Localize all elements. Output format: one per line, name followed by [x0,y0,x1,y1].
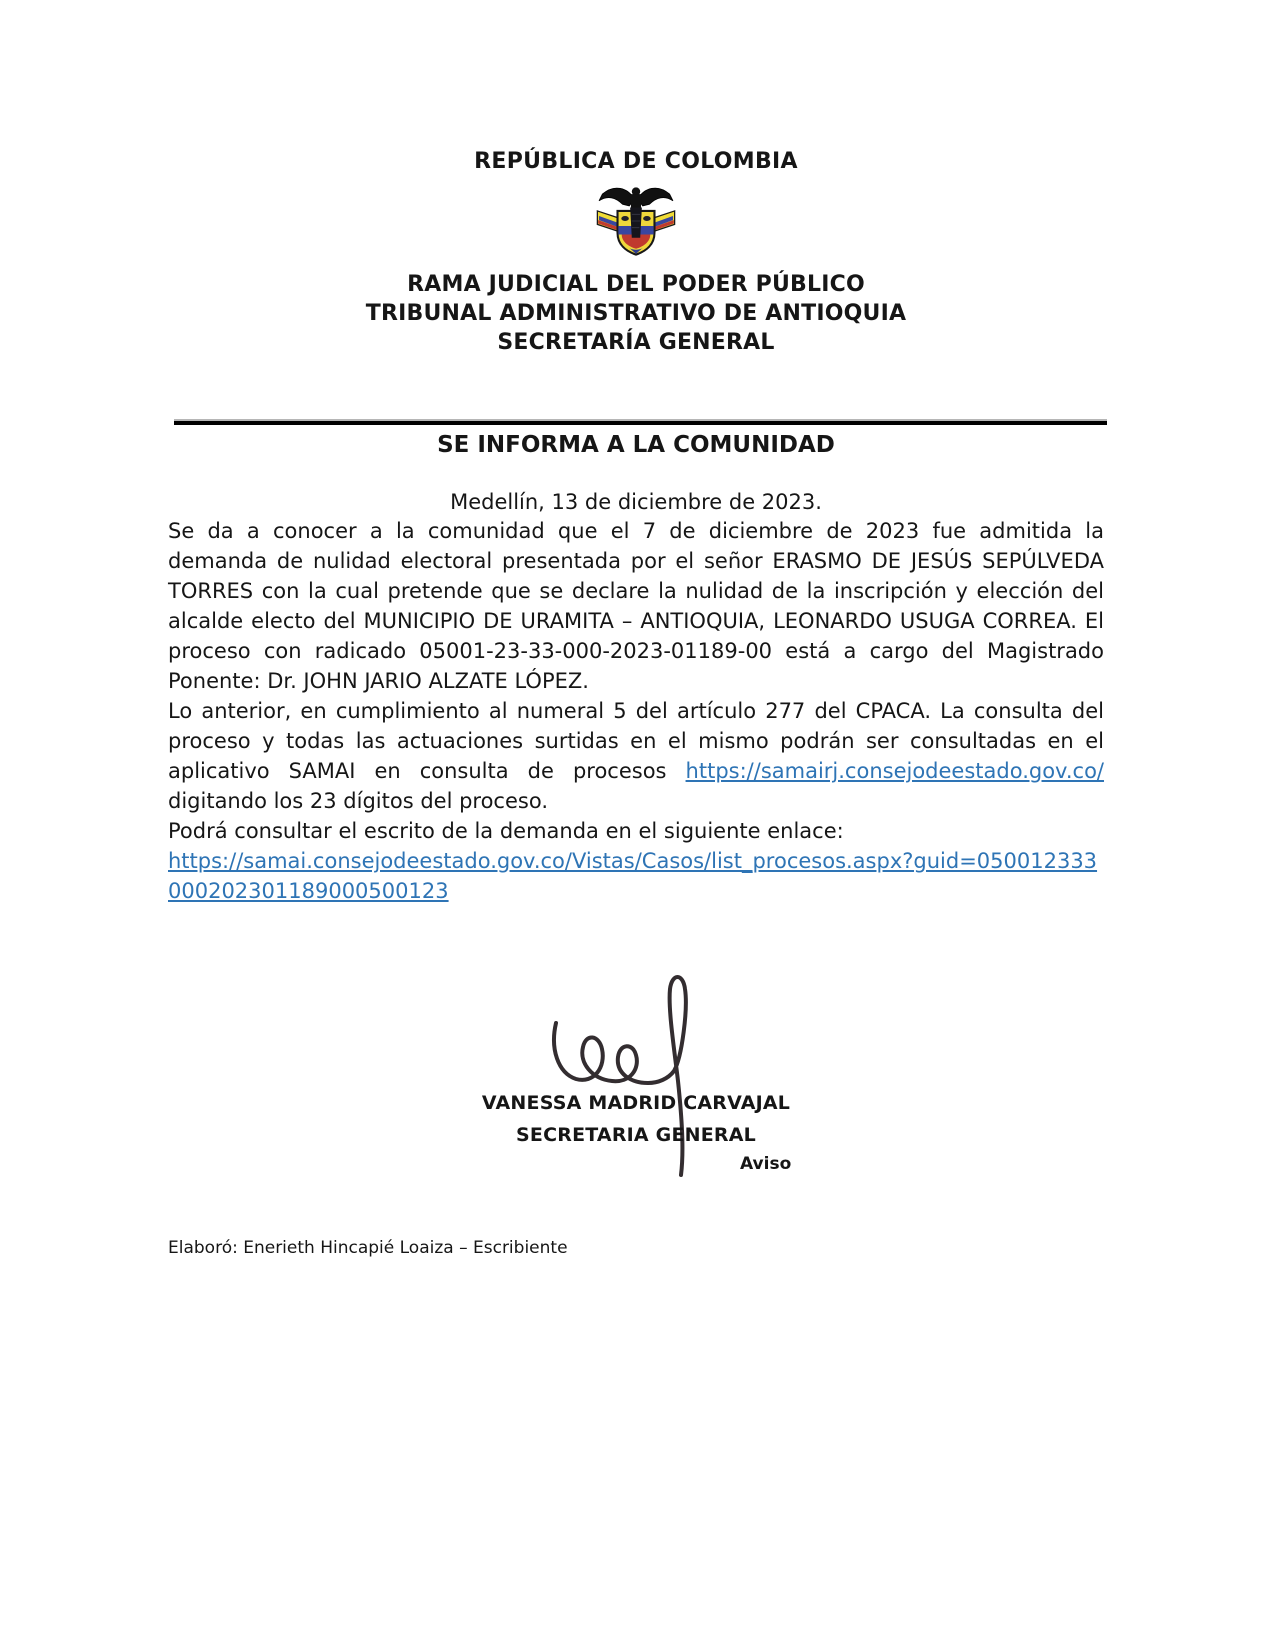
signature-block [168,961,1104,1181]
aviso-label: Aviso [740,1154,792,1174]
notice-title: SE INFORMA A LA COMUNIDAD [437,432,835,458]
horizontal-rule [174,419,1107,425]
paragraph-demanda: Se da a conocer a la comunidad que el 7 de diciembre de 2023 fue admitida la demanda de nulidad electoral presentada por el señor ERASMO DE JESÚS SEPÚLVEDA TORRES con la cual pretende que se declare la nulidad de la inscripción y elección del alcalde electo del MUNICIPIO DE URAMITA – ANTIOQUIA, LEONARDO USUGA CORREA. El proceso con radicado 05001-23-33-000-2023-01189-00 está a cargo del Magistrado Ponente: Dr. JOHN JARIO ALZATE LÓPEZ. [168,519,1104,693]
signer-role: SECRETARIA GENERAL [516,1124,756,1146]
paragraph-enlace-intro: Podrá consultar el escrito de la demanda en el siguiente enlace: [168,819,844,843]
judicial-branch-line: RAMA JUDICIAL DEL PODER PÚBLICO [407,272,865,297]
paragraph-consulta-text-after: digitando los 23 dígitos del proceso. [168,789,548,813]
paragraph-consulta-text-before: Lo anterior, en cumplimiento al numeral 5 del artículo 277 del CPACA. La consulta del proceso y todas las actuaciones surtidas en el mismo podrán ser consultadas en el aplicativo SAMAI en consulta de procesos [168,699,1104,783]
paragraph-consulta [168,696,1104,816]
republic-title: REPÚBLICA DE COLOMBIA [474,149,798,174]
tribunal-line: TRIBUNAL ADMINISTRATIVO DE ANTIOQUIA [365,301,907,326]
dateline: Medellín, 13 de diciembre de 2023. [450,490,822,514]
paragraph-enlace-link [168,846,1104,906]
samai-demanda-link[interactable]: https://samai.consejodeestado.gov.co/Vistas/Casos/list_procesos.aspx?guid=050012333000202301189000500123 [168,849,1098,903]
signer-name: VANESSA MADRID CARVAJAL [481,1092,791,1114]
secretariat-line: SECRETARÍA GENERAL [497,330,775,355]
samai-consulta-link[interactable]: https://samairj.consejodeestado.gov.co/ [685,759,1104,783]
elaborated-by-line: Elaboró: Enerieth Hincapié Loaiza – Escribiente [168,1238,568,1258]
colombia-coat-of-arms-icon [594,182,678,260]
